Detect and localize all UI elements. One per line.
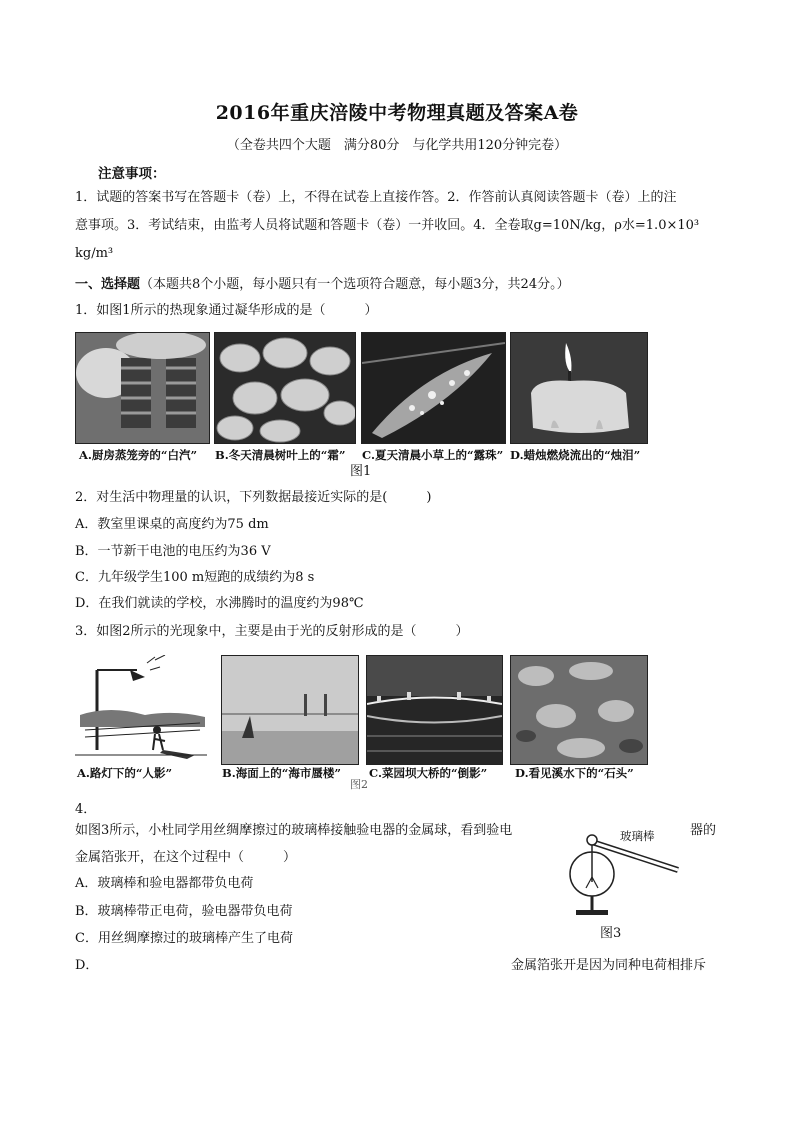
q1-caption-a: A.厨房蒸笼旁的“白汽”: [79, 448, 198, 462]
q1-caption-d: D.蜡烛燃烧流出的“烛泪”: [510, 448, 641, 462]
page-subtitle: （全卷共四个大题 满分80分 与化学共用120分钟完卷）: [226, 138, 568, 153]
q3-caption-d: D.看见溪水下的“石头”: [515, 766, 634, 780]
section-heading-bold: 一、选择题: [75, 277, 141, 292]
q4-number: 4．: [75, 802, 97, 817]
q1-photo-d: [510, 332, 648, 444]
q3-stem: 3．如图2所示的光现象中，主要是由于光的反射形成的是（ ）: [75, 624, 469, 639]
q4-stem-a: 如图3所示，小杜同学用丝绸摩擦过的玻璃棒接触验电器的金属球，看到验电: [75, 823, 513, 838]
q4-figure: [562, 822, 682, 952]
q3-caption-b: B.海面上的“海市蜃楼”: [222, 766, 341, 780]
q3-caption-a: A.路灯下的“人影”: [77, 766, 173, 780]
q1-stem: 1．如图1所示的热现象通过凝华形成的是（ ）: [75, 303, 378, 318]
q4-option-c: C．用丝绸摩擦过的玻璃棒产生了电荷: [75, 931, 293, 946]
notice-line-3: kg/m³: [75, 246, 114, 261]
q4-option-b: B．玻璃棒带正电荷，验电器带负电荷: [75, 904, 293, 919]
q3-photo-b: [221, 655, 359, 765]
section-heading: [75, 275, 570, 295]
notice-line-2: 意事项。3．考试结束，由监考人员将试题和答题卡（卷）一并收回。4．全卷取g=10N/kg，ρ水=1.0×10³: [75, 218, 700, 233]
q4-figure-label: 图3: [600, 926, 622, 941]
q3-photo-a: [75, 655, 207, 763]
q3-photo-c: [366, 655, 503, 765]
notice-line-1: 1．试题的答案书写在答题卡（卷）上，不得在试卷上直接作答。2．作答前认真阅读答题卡（卷）上的注: [75, 190, 677, 205]
section-heading-rest: （本题共8个小题，每小题只有一个选项符合题意，每小题3分，共24分。）: [140, 277, 570, 292]
q2-stem: 2．对生活中物理量的认识，下列数据最接近实际的是( ): [75, 490, 432, 505]
notice-heading: 注意事项：: [98, 166, 166, 182]
q4-option-d-text: 金属箔张开是因为同种电荷相排斥: [511, 958, 707, 973]
q4-option-a: A．玻璃棒和验电器都带负电荷: [75, 876, 254, 891]
q1-caption-c: C.夏天清晨小草上的“露珠”: [362, 448, 504, 462]
q1-photo-b: [214, 332, 356, 444]
q1-caption-b: B.冬天清晨树叶上的“霜”: [215, 448, 346, 462]
q2-option-c: C．九年级学生100 m短跑的成绩约为8 s: [75, 570, 315, 585]
q4-stem-b: 器的: [690, 823, 717, 838]
q3-photo-d: [510, 655, 648, 765]
q3-figure-label: 图2: [350, 778, 368, 791]
q4-stem-c: 金属箔张开，在这个过程中（ ）: [75, 850, 297, 865]
q1-figure-label: 图1: [350, 464, 372, 479]
q1-photo-c: [361, 332, 506, 444]
q3-caption-c: C.菜园坝大桥的“倒影”: [369, 766, 488, 780]
glass-rod-label: 玻璃棒: [620, 829, 655, 843]
q4-option-d-letter: D．: [75, 958, 99, 973]
q2-option-a: A．教室里课桌的高度约为75 dm: [75, 517, 269, 532]
page-title: 2016年重庆涪陵中考物理真题及答案A卷: [215, 102, 579, 124]
q1-photo-a: [75, 332, 210, 444]
q2-option-d: D．在我们就读的学校，水沸腾时的温度约为98℃: [75, 596, 364, 611]
q2-option-b: B．一节新干电池的电压约为36 V: [75, 544, 271, 559]
